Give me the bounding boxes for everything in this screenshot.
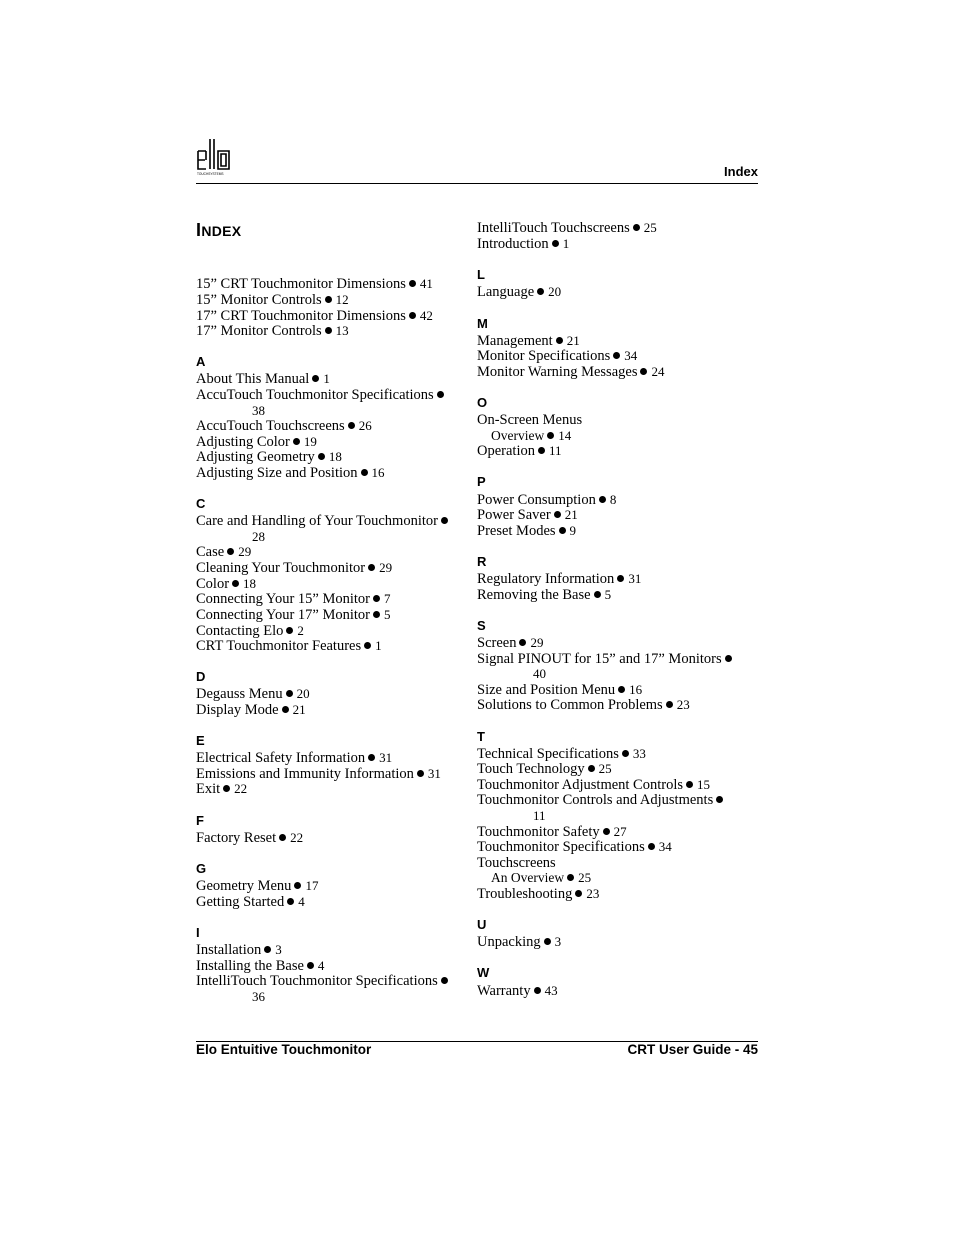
section-letter-t: T — [477, 729, 485, 744]
bullet-icon — [264, 946, 271, 953]
bullet-icon — [409, 280, 416, 287]
bullet-icon — [603, 828, 610, 835]
index-entry-page-continued: 40 — [533, 666, 546, 681]
index-entry: Geometry Menu 17 — [196, 878, 319, 894]
index-entry: Removing the Base 5 — [477, 587, 612, 603]
bullet-icon — [294, 882, 301, 889]
index-entry: Touchmonitor Controls and Adjustments — [477, 792, 727, 808]
section-letter-e: E — [196, 733, 205, 748]
bullet-icon — [325, 327, 332, 334]
bullet-icon — [556, 337, 563, 344]
index-entry: Touchmonitor Safety 27 — [477, 824, 627, 840]
footer-product-name: Elo Entuitive Touchmonitor — [196, 1042, 372, 1057]
bullet-icon — [279, 834, 286, 841]
index-entry: Touchmonitor Adjustment Controls 15 — [477, 777, 711, 793]
index-entry: Regulatory Information 31 — [477, 571, 642, 587]
bullet-icon — [409, 312, 416, 319]
bullet-icon — [232, 580, 239, 587]
index-entry: Care and Handling of Your Touchmonitor — [196, 513, 452, 529]
bullet-icon — [437, 391, 444, 398]
bullet-icon — [307, 962, 314, 969]
index-entry: AccuTouch Touchscreens 26 — [196, 418, 372, 434]
bullet-icon — [648, 843, 655, 850]
index-entry: Monitor Warning Messages 24 — [477, 364, 665, 380]
index-subentry: An Overview 25 — [491, 870, 592, 885]
index-entry: Cleaning Your Touchmonitor 29 — [196, 560, 393, 576]
bullet-icon — [613, 352, 620, 359]
index-entry: Unpacking 3 — [477, 934, 562, 950]
index-entry: Connecting Your 15” Monitor 7 — [196, 591, 391, 607]
bullet-icon — [361, 469, 368, 476]
index-entry: Display Mode 21 — [196, 702, 306, 718]
bullet-icon — [640, 368, 647, 375]
section-letter-s: S — [477, 618, 486, 633]
bullet-icon — [318, 453, 325, 460]
index-entry: Language 20 — [477, 284, 562, 300]
bullet-icon — [368, 564, 375, 571]
index-entry: Case 29 — [196, 544, 252, 560]
bullet-icon — [519, 639, 526, 646]
section-letter-a: A — [196, 354, 206, 369]
bullet-icon — [538, 447, 545, 454]
bullet-icon — [686, 781, 693, 788]
index-entry: Size and Position Menu 16 — [477, 682, 643, 698]
index-entry: Factory Reset 22 — [196, 830, 304, 846]
bullet-icon — [552, 240, 559, 247]
header-rule — [196, 183, 758, 184]
bullet-icon — [534, 987, 541, 994]
bullet-icon — [725, 655, 732, 662]
index-entry: Introduction 1 — [477, 236, 570, 252]
bullet-icon — [633, 224, 640, 231]
bullet-icon — [567, 874, 574, 881]
section-letter-d: D — [196, 669, 206, 684]
bullet-icon — [348, 422, 355, 429]
index-entry: Touchscreens — [477, 855, 556, 871]
index-entry: Power Consumption 8 — [477, 492, 617, 508]
header-section-label: Index — [724, 164, 758, 179]
bullet-icon — [325, 296, 332, 303]
index-entry: Adjusting Geometry 18 — [196, 449, 342, 465]
section-letter-o: O — [477, 395, 488, 410]
bullet-icon — [554, 511, 561, 518]
section-letter-c: C — [196, 496, 206, 511]
index-entry: Emissions and Immunity Information 31 — [196, 766, 441, 782]
index-subentry: Overview 14 — [491, 428, 572, 443]
index-entry: Adjusting Color 19 — [196, 434, 317, 450]
index-entry: 17” Monitor Controls 13 — [196, 323, 349, 339]
bullet-icon — [417, 770, 424, 777]
bullet-icon — [312, 375, 319, 382]
index-entry: IntelliTouch Touchscreens 25 — [477, 220, 657, 236]
bullet-icon — [373, 595, 380, 602]
index-entry: Exit 22 — [196, 781, 248, 797]
index-entry: Color 18 — [196, 576, 257, 592]
index-entry-page-continued: 38 — [252, 403, 265, 418]
bullet-icon — [293, 438, 300, 445]
index-entry: AccuTouch Touchmonitor Specifications — [196, 387, 448, 403]
bullet-icon — [716, 796, 723, 803]
index-entry: Management 21 — [477, 333, 580, 349]
index-entry: Getting Started 4 — [196, 894, 305, 910]
bullet-icon — [287, 898, 294, 905]
index-entry: Power Saver 21 — [477, 507, 578, 523]
section-letter-f: F — [196, 813, 204, 828]
index-entry: Touchmonitor Specifications 34 — [477, 839, 672, 855]
section-letter-w: W — [477, 965, 490, 980]
bullet-icon — [227, 548, 234, 555]
index-entry: Warranty 43 — [477, 983, 558, 999]
index-entry: Adjusting Size and Position 16 — [196, 465, 385, 481]
index-entry: CRT Touchmonitor Features 1 — [196, 638, 382, 654]
bullet-icon — [544, 938, 551, 945]
section-letter-r: R — [477, 554, 487, 569]
bullet-icon — [575, 890, 582, 897]
index-entry: Troubleshooting 23 — [477, 886, 600, 902]
elo-logo — [196, 135, 234, 177]
bullet-icon — [441, 517, 448, 524]
index-entry: Operation 11 — [477, 443, 562, 459]
bullet-icon — [666, 701, 673, 708]
bullet-icon — [617, 575, 624, 582]
index-entry: Solutions to Common Problems 23 — [477, 697, 690, 713]
index-entry: Connecting Your 17” Monitor 5 — [196, 607, 391, 623]
index-entry: Contacting Elo 2 — [196, 623, 304, 639]
index-entry: Installing the Base 4 — [196, 958, 325, 974]
index-entry: 17” CRT Touchmonitor Dimensions 42 — [196, 308, 433, 324]
bullet-icon — [537, 288, 544, 295]
index-entry: Signal PINOUT for 15” and 17” Monitors — [477, 651, 736, 667]
index-entry: IntelliTouch Touchmonitor Specifications — [196, 973, 452, 989]
bullet-icon — [622, 750, 629, 757]
index-entry: 15” CRT Touchmonitor Dimensions 41 — [196, 276, 433, 292]
svg-text:TOUCHSYSTEMS: TOUCHSYSTEMS — [197, 172, 224, 176]
section-letter-m: M — [477, 316, 488, 331]
index-entry: Electrical Safety Information 31 — [196, 750, 393, 766]
bullet-icon — [618, 686, 625, 693]
bullet-icon — [286, 690, 293, 697]
section-letter-l: L — [477, 267, 485, 282]
index-entry: Monitor Specifications 34 — [477, 348, 638, 364]
index-entry-page-continued: 11 — [533, 808, 546, 823]
index-entry: 15” Monitor Controls 12 — [196, 292, 349, 308]
bullet-icon — [588, 765, 595, 772]
bullet-icon — [373, 611, 380, 618]
index-entry-page-continued: 28 — [252, 529, 265, 544]
bullet-icon — [368, 754, 375, 761]
section-letter-p: P — [477, 474, 486, 489]
bullet-icon — [594, 591, 601, 598]
index-entry: Installation 3 — [196, 942, 282, 958]
bullet-icon — [364, 642, 371, 649]
bullet-icon — [441, 977, 448, 984]
section-letter-i: I — [196, 925, 200, 940]
section-letter-u: U — [477, 917, 487, 932]
index-entry: Preset Modes 9 — [477, 523, 577, 539]
index-entry: Degauss Menu 20 — [196, 686, 310, 702]
bullet-icon — [599, 496, 606, 503]
bullet-icon — [559, 527, 566, 534]
index-entry: Screen 29 — [477, 635, 544, 651]
index-entry: On-Screen Menus — [477, 412, 583, 428]
section-letter-g: G — [196, 861, 207, 876]
page-title: INDEX — [196, 220, 242, 240]
index-entry-page-continued: 36 — [252, 989, 265, 1004]
footer-page-number: CRT User Guide - 45 — [627, 1042, 758, 1057]
bullet-icon — [547, 432, 554, 439]
index-entry: Technical Specifications 33 — [477, 746, 646, 762]
bullet-icon — [223, 785, 230, 792]
index-entry: Touch Technology 25 — [477, 761, 612, 777]
index-entry: About This Manual 1 — [196, 371, 330, 387]
bullet-icon — [282, 706, 289, 713]
bullet-icon — [286, 627, 293, 634]
